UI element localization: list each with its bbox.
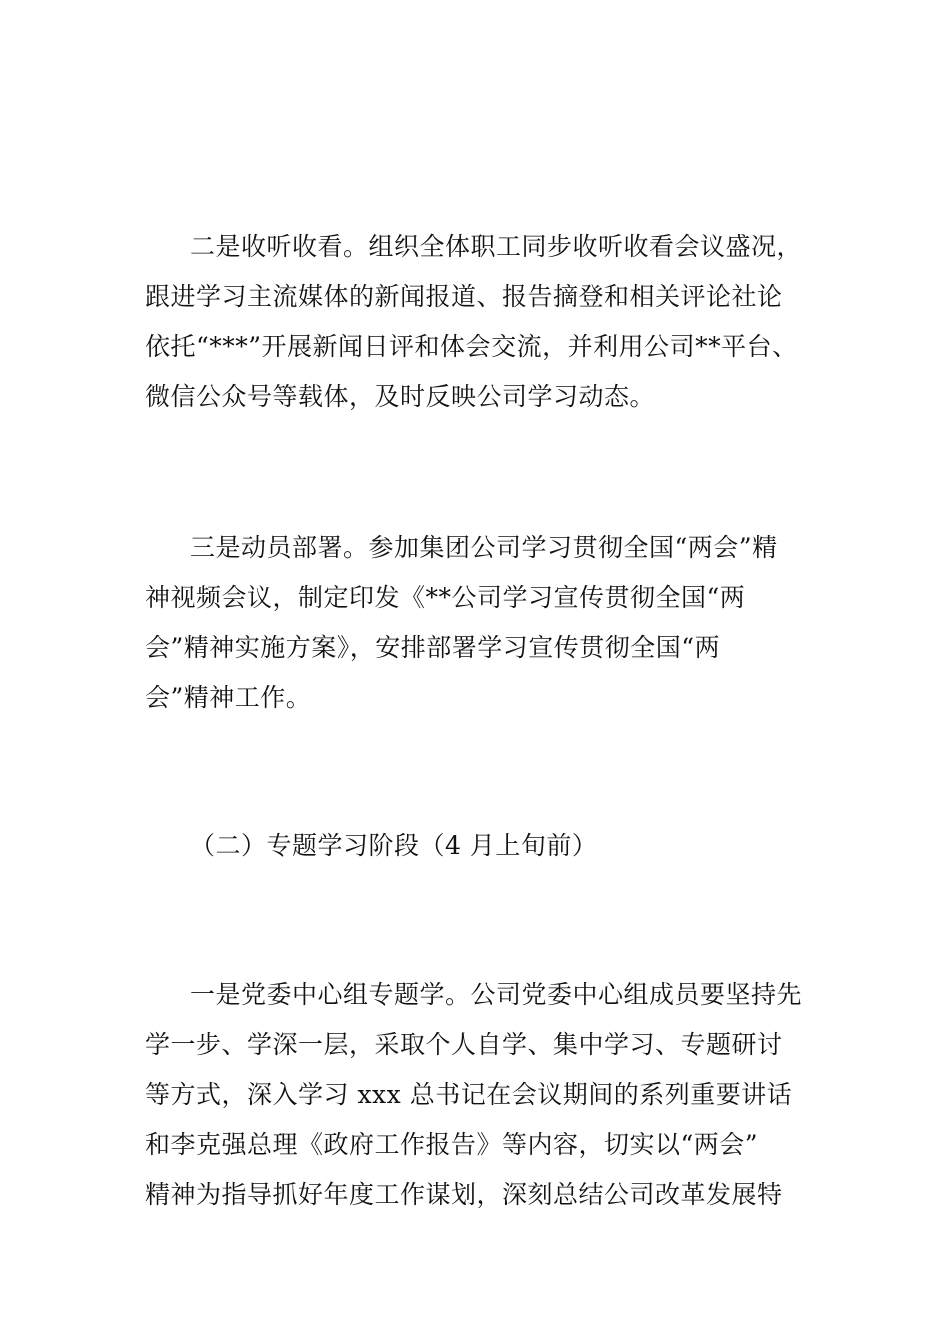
paragraph-mobilization <box>145 523 835 723</box>
paragraph-central-group-study <box>145 970 835 1220</box>
paragraph-line: 神视频会议，制定印发《**公司学习宣传贯彻全国“两 <box>145 583 746 612</box>
paragraph-line: 依托“***”开展新闻日评和体会交流，并利用公司**平台、 <box>145 332 798 361</box>
paragraph-line: 一是党委中心组专题学。公司党委中心组成员要坚持先 <box>190 980 803 1009</box>
paragraph-listening-watching <box>145 222 835 422</box>
paragraph-line: 微信公众号等载体，及时反映公司学习动态。 <box>145 382 656 411</box>
paragraph-line: 等方式，深入学习 xxx 总书记在会议期间的系列重要讲话 <box>145 1080 793 1109</box>
paragraph-line: 会”精神工作。 <box>145 683 312 712</box>
paragraph-line: 和李克强总理《政府工作报告》等内容，切实以“两会” <box>145 1130 759 1159</box>
section-heading <box>145 821 835 871</box>
paragraph-line: 跟进学习主流媒体的新闻报道、报告摘登和相关评论社论 <box>145 282 783 311</box>
paragraph-line: 会”精神实施方案》，安排部署学习宣传贯彻全国“两 <box>145 633 721 662</box>
paragraph-line: 精神为指导抓好年度工作谋划，深刻总结公司改革发展特 <box>145 1180 783 1209</box>
heading-line: （二）专题学习阶段（4 月上旬前） <box>190 831 598 860</box>
paragraph-line: 学一步、学深一层，采取个人自学、集中学习、专题研讨 <box>145 1030 783 1059</box>
paragraph-line: 三是动员部署。参加集团公司学习贯彻全国“两会”精 <box>190 533 778 562</box>
paragraph-line: 二是收听收看。组织全体职工同步收听收看会议盛况， <box>190 232 803 261</box>
